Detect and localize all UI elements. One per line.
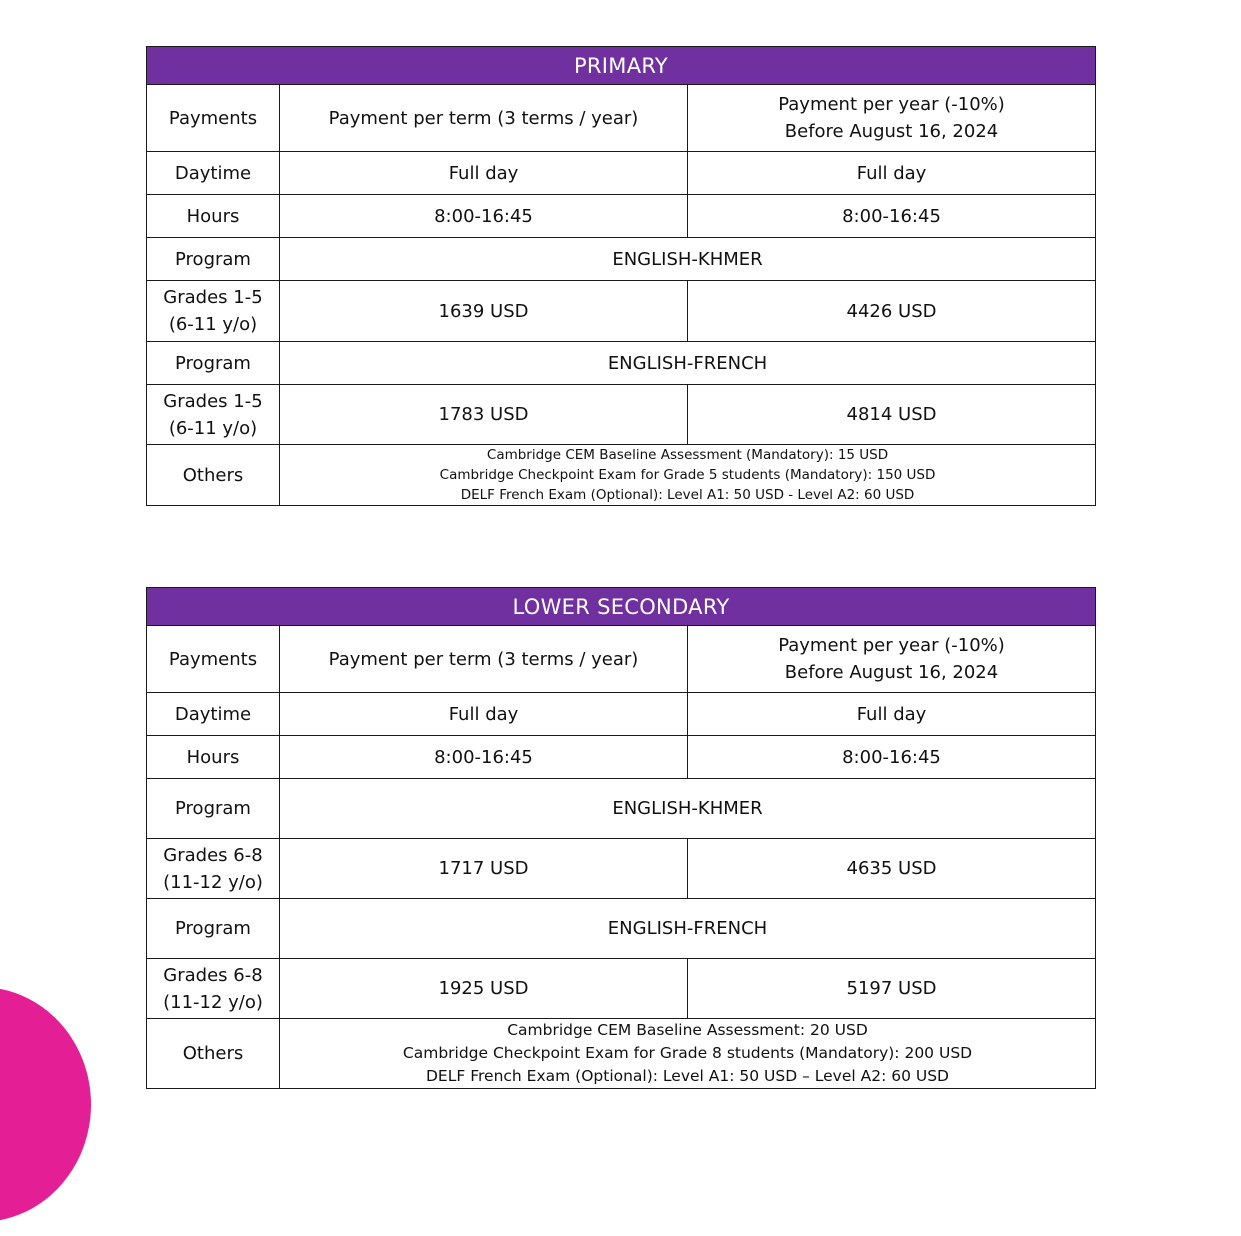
khmer-term-price: 1639 USD [280, 281, 688, 342]
program-english-khmer: ENGLISH-KHMER [280, 779, 1096, 839]
grades-label [147, 385, 280, 445]
payment-per-term-header: Payment per term (3 terms / year) [280, 626, 688, 693]
primary-title: PRIMARY [147, 47, 1096, 85]
payment-per-year-line2: Before August 16, 2024 [784, 121, 999, 142]
hours-year-value: 8:00-16:45 [688, 736, 1096, 779]
grades-line2: (6-11 y/o) [168, 314, 258, 335]
grades-line1: Grades 6-8 [163, 964, 263, 986]
khmer-term-price: 1717 USD [280, 839, 688, 899]
program-label: Program [147, 899, 280, 959]
others-fee-line: DELF French Exam (Optional): Level A1: 50 USD – Level A2: 60 USD [426, 1067, 949, 1085]
hours-term-value: 8:00-16:45 [280, 195, 688, 238]
lower-secondary-title: LOWER SECONDARY [147, 588, 1096, 626]
payment-per-year-line1: Payment per year (-10%) [778, 94, 1005, 115]
others-label: Others [147, 445, 280, 506]
others-fee-line: DELF French Exam (Optional): Level A1: 50 USD - Level A2: 60 USD [460, 487, 915, 503]
others-fee-line: Cambridge Checkpoint Exam for Grade 5 students (Mandatory): 150 USD [439, 467, 936, 483]
daytime-term-value: Full day [280, 152, 688, 195]
khmer-year-price: 4426 USD [688, 281, 1096, 342]
daytime-year-value: Full day [688, 152, 1096, 195]
grades-line2: (11-12 y/o) [163, 991, 263, 1013]
french-year-price: 5197 USD [688, 959, 1096, 1019]
hours-label: Hours [147, 195, 280, 238]
others-fees [280, 445, 1096, 506]
grades-label [147, 839, 280, 899]
program-english-khmer: ENGLISH-KHMER [280, 238, 1096, 281]
payment-per-year-line2: Before August 16, 2024 [784, 662, 999, 683]
hours-term-value: 8:00-16:45 [280, 736, 688, 779]
others-fee-line: Cambridge Checkpoint Exam for Grade 8 students (Mandatory): 200 USD [402, 1044, 973, 1062]
hours-year-value: 8:00-16:45 [688, 195, 1096, 238]
decorative-pink-circle [0, 987, 91, 1222]
grades-line1: Grades 1-5 [163, 390, 263, 412]
payments-label: Payments [147, 85, 280, 152]
program-label: Program [147, 342, 280, 385]
grades-line1: Grades 6-8 [163, 844, 263, 866]
grades-line1: Grades 1-5 [163, 287, 263, 308]
daytime-year-value: Full day [688, 693, 1096, 736]
grades-line2: (6-11 y/o) [168, 417, 258, 439]
others-fees [280, 1019, 1096, 1089]
daytime-term-value: Full day [280, 693, 688, 736]
others-fee-line: Cambridge CEM Baseline Assessment (Mandatory): 15 USD [486, 447, 889, 463]
daytime-label: Daytime [147, 693, 280, 736]
payment-per-year-header [688, 626, 1096, 693]
program-english-french: ENGLISH-FRENCH [280, 899, 1096, 959]
lower-secondary-fee-table [146, 587, 1096, 1089]
payment-per-year-header [688, 85, 1096, 152]
program-label: Program [147, 238, 280, 281]
others-label: Others [147, 1019, 280, 1089]
others-fee-line: Cambridge CEM Baseline Assessment: 20 USD [507, 1021, 868, 1039]
french-term-price: 1783 USD [280, 385, 688, 445]
payments-label: Payments [147, 626, 280, 693]
french-term-price: 1925 USD [280, 959, 688, 1019]
program-english-french: ENGLISH-FRENCH [280, 342, 1096, 385]
payment-per-year-line1: Payment per year (-10%) [778, 635, 1005, 656]
french-year-price: 4814 USD [688, 385, 1096, 445]
grades-line2: (11-12 y/o) [163, 871, 263, 893]
grades-label [147, 959, 280, 1019]
grades-label [147, 281, 280, 342]
khmer-year-price: 4635 USD [688, 839, 1096, 899]
hours-label: Hours [147, 736, 280, 779]
daytime-label: Daytime [147, 152, 280, 195]
payment-per-term-header: Payment per term (3 terms / year) [280, 85, 688, 152]
primary-fee-table [146, 46, 1096, 506]
program-label: Program [147, 779, 280, 839]
